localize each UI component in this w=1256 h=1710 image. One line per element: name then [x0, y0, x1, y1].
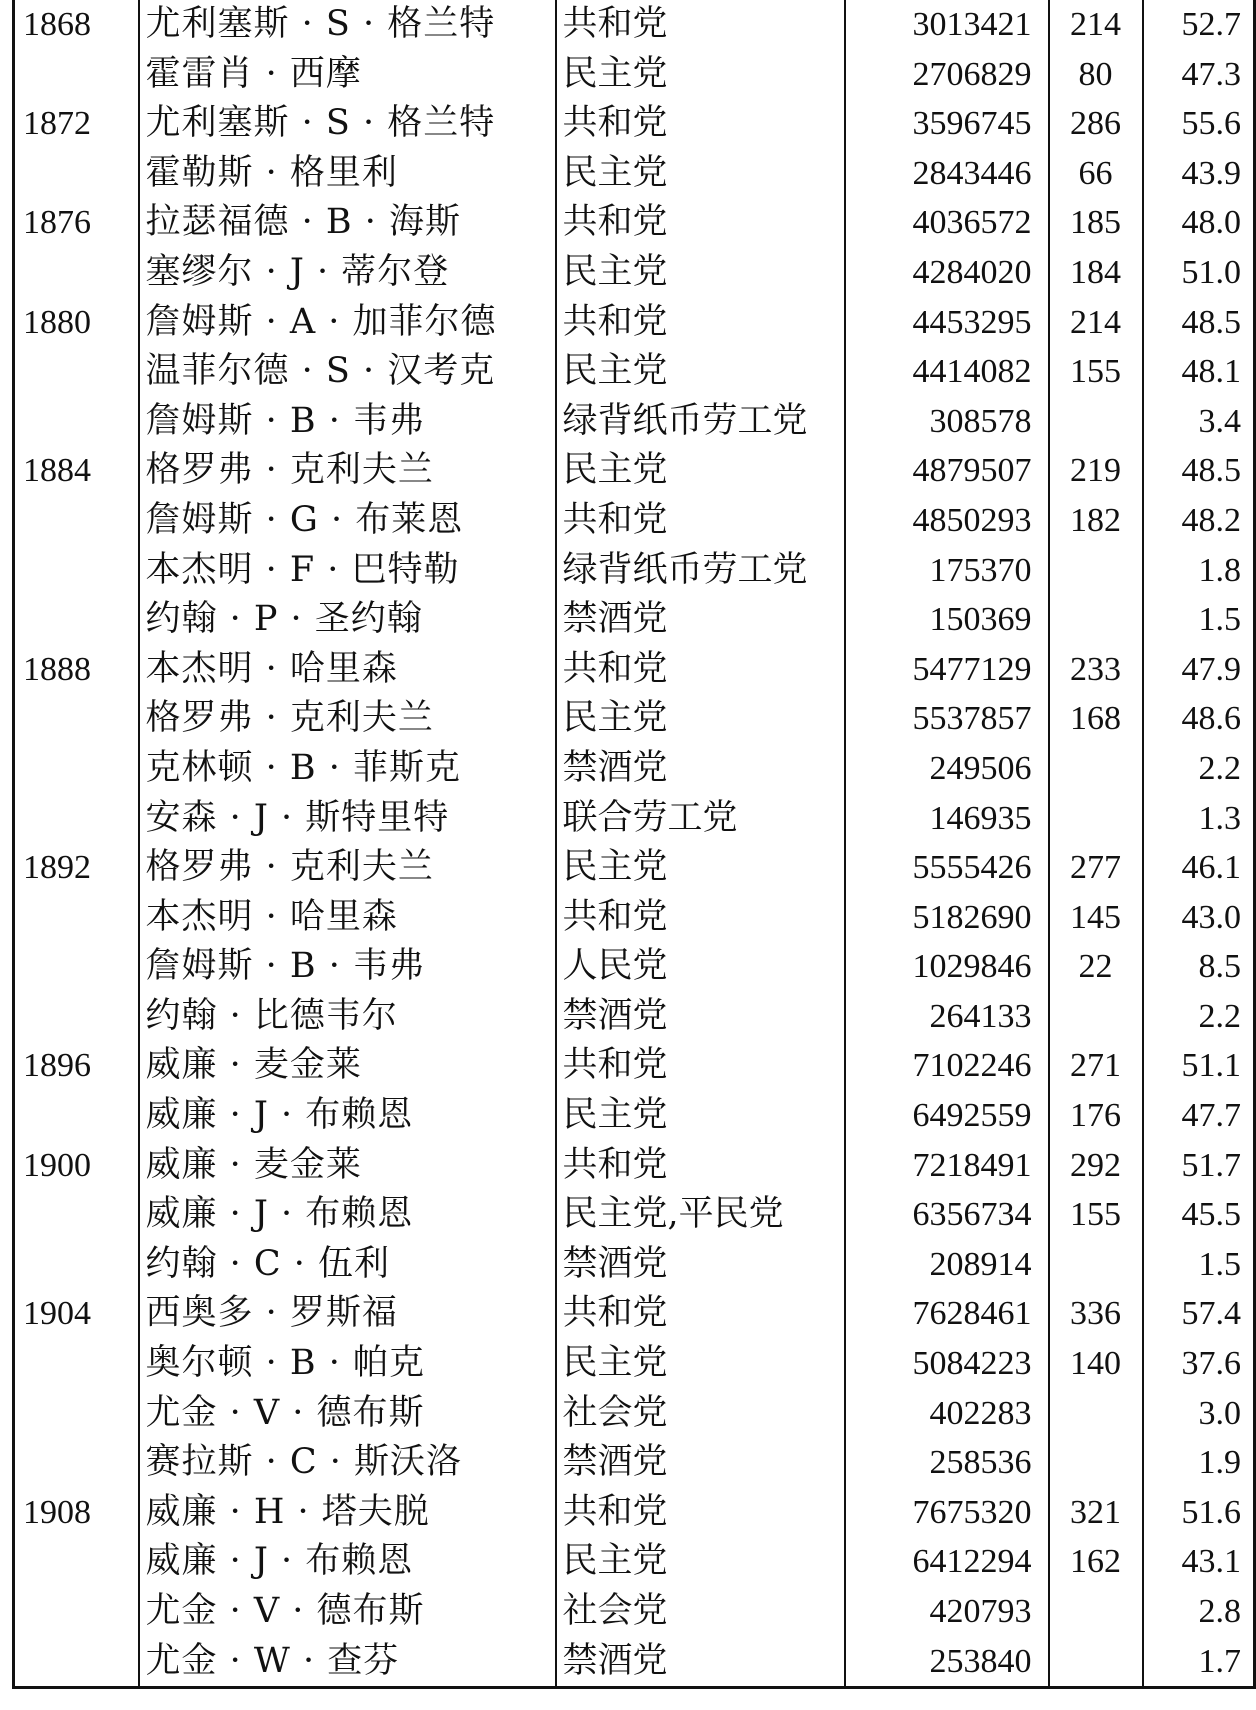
table-row [14, 1389, 1255, 1439]
party-cell: 禁酒党 [556, 595, 845, 645]
percent-cell: 2.2 [1143, 744, 1255, 794]
year-cell [14, 1587, 139, 1637]
year-cell [14, 893, 139, 943]
percent-cell: 51.1 [1143, 1041, 1255, 1091]
table-row [14, 794, 1255, 844]
popular-vote-cell: 7102246 [845, 1041, 1049, 1091]
candidate-cell: 西奥多 · 罗斯福 [139, 1289, 556, 1339]
year-cell [14, 347, 139, 397]
percent-cell: 48.5 [1143, 298, 1255, 348]
table-row [14, 843, 1255, 893]
table-row [14, 942, 1255, 992]
electoral-vote-cell [1049, 1240, 1143, 1290]
percent-cell: 1.5 [1143, 1240, 1255, 1290]
electoral-vote-cell [1049, 397, 1143, 447]
table-row [14, 1240, 1255, 1290]
party-cell: 禁酒党 [556, 744, 845, 794]
table-row [14, 1091, 1255, 1141]
table-row [14, 1438, 1255, 1488]
popular-vote-cell: 5477129 [845, 645, 1049, 695]
candidate-cell: 本杰明 · F · 巴特勒 [139, 546, 556, 596]
electoral-vote-cell: 176 [1049, 1091, 1143, 1141]
party-cell: 共和党 [556, 0, 845, 50]
year-cell: 1868 [14, 0, 139, 50]
candidate-cell: 威廉 · 麦金莱 [139, 1141, 556, 1191]
election-results-table [12, 0, 1256, 1689]
table-row [14, 1488, 1255, 1538]
party-cell: 民主党 [556, 1339, 845, 1389]
percent-cell: 51.0 [1143, 248, 1255, 298]
party-cell: 联合劳工党 [556, 794, 845, 844]
year-cell: 1896 [14, 1041, 139, 1091]
party-cell: 共和党 [556, 1041, 845, 1091]
table-row [14, 50, 1255, 100]
year-cell [14, 1537, 139, 1587]
electoral-vote-cell [1049, 1637, 1143, 1688]
popular-vote-cell: 146935 [845, 794, 1049, 844]
percent-cell: 1.9 [1143, 1438, 1255, 1488]
table-row [14, 645, 1255, 695]
table-body [14, 0, 1255, 1688]
candidate-cell: 格罗弗 · 克利夫兰 [139, 843, 556, 893]
electoral-vote-cell: 162 [1049, 1537, 1143, 1587]
candidate-cell: 拉瑟福德 · B · 海斯 [139, 198, 556, 248]
percent-cell: 1.5 [1143, 595, 1255, 645]
electoral-vote-cell: 140 [1049, 1339, 1143, 1389]
table-row [14, 248, 1255, 298]
electoral-vote-cell: 184 [1049, 248, 1143, 298]
percent-cell: 45.5 [1143, 1190, 1255, 1240]
electoral-vote-cell [1049, 1389, 1143, 1439]
electoral-vote-cell: 292 [1049, 1141, 1143, 1191]
party-cell: 民主党 [556, 248, 845, 298]
candidate-cell: 詹姆斯 · A · 加菲尔德 [139, 298, 556, 348]
electoral-vote-cell: 80 [1049, 50, 1143, 100]
party-cell: 绿背纸币劳工党 [556, 546, 845, 596]
percent-cell: 1.3 [1143, 794, 1255, 844]
popular-vote-cell: 3013421 [845, 0, 1049, 50]
popular-vote-cell: 208914 [845, 1240, 1049, 1290]
year-cell [14, 1637, 139, 1688]
popular-vote-cell: 6412294 [845, 1537, 1049, 1587]
popular-vote-cell: 4879507 [845, 446, 1049, 496]
popular-vote-cell: 1029846 [845, 942, 1049, 992]
table-row [14, 694, 1255, 744]
electoral-vote-cell [1049, 1438, 1143, 1488]
percent-cell: 43.1 [1143, 1537, 1255, 1587]
candidate-cell: 威廉 · H · 塔夫脱 [139, 1488, 556, 1538]
party-cell: 民主党 [556, 347, 845, 397]
year-cell: 1904 [14, 1289, 139, 1339]
year-cell [14, 50, 139, 100]
party-cell: 社会党 [556, 1587, 845, 1637]
popular-vote-cell: 175370 [845, 546, 1049, 596]
electoral-vote-cell [1049, 992, 1143, 1042]
party-cell: 绿背纸币劳工党 [556, 397, 845, 447]
popular-vote-cell: 253840 [845, 1637, 1049, 1688]
electoral-vote-cell: 155 [1049, 1190, 1143, 1240]
year-cell: 1876 [14, 198, 139, 248]
electoral-vote-cell: 145 [1049, 893, 1143, 943]
percent-cell: 47.9 [1143, 645, 1255, 695]
candidate-cell: 詹姆斯 · B · 韦弗 [139, 942, 556, 992]
table-row [14, 1339, 1255, 1389]
year-cell [14, 149, 139, 199]
year-cell [14, 1438, 139, 1488]
candidate-cell: 尤金 · V · 德布斯 [139, 1587, 556, 1637]
percent-cell: 8.5 [1143, 942, 1255, 992]
candidate-cell: 格罗弗 · 克利夫兰 [139, 694, 556, 744]
percent-cell: 3.4 [1143, 397, 1255, 447]
party-cell: 共和党 [556, 99, 845, 149]
popular-vote-cell: 6492559 [845, 1091, 1049, 1141]
percent-cell: 55.6 [1143, 99, 1255, 149]
electoral-vote-cell: 214 [1049, 0, 1143, 50]
table-row [14, 1141, 1255, 1191]
table-row [14, 893, 1255, 943]
electoral-vote-cell: 277 [1049, 843, 1143, 893]
candidate-cell: 尤金 · V · 德布斯 [139, 1389, 556, 1439]
table-row [14, 744, 1255, 794]
party-cell: 禁酒党 [556, 1438, 845, 1488]
percent-cell: 1.7 [1143, 1637, 1255, 1688]
candidate-cell: 奥尔顿 · B · 帕克 [139, 1339, 556, 1389]
party-cell: 民主党 [556, 843, 845, 893]
percent-cell: 43.9 [1143, 149, 1255, 199]
popular-vote-cell: 258536 [845, 1438, 1049, 1488]
document-page [12, 0, 1241, 1702]
party-cell: 社会党 [556, 1389, 845, 1439]
electoral-vote-cell [1049, 1587, 1143, 1637]
table-row [14, 1587, 1255, 1637]
table-row [14, 298, 1255, 348]
percent-cell: 47.3 [1143, 50, 1255, 100]
popular-vote-cell: 5555426 [845, 843, 1049, 893]
electoral-vote-cell: 182 [1049, 496, 1143, 546]
year-cell [14, 1240, 139, 1290]
year-cell: 1892 [14, 843, 139, 893]
percent-cell: 48.2 [1143, 496, 1255, 546]
year-cell [14, 942, 139, 992]
percent-cell: 48.1 [1143, 347, 1255, 397]
year-cell [14, 496, 139, 546]
party-cell: 民主党 [556, 1537, 845, 1587]
candidate-cell: 约翰 · P · 圣约翰 [139, 595, 556, 645]
popular-vote-cell: 7218491 [845, 1141, 1049, 1191]
table-row [14, 1041, 1255, 1091]
electoral-vote-cell: 219 [1049, 446, 1143, 496]
table-row [14, 198, 1255, 248]
year-cell [14, 992, 139, 1042]
candidate-cell: 格罗弗 · 克利夫兰 [139, 446, 556, 496]
table-row [14, 446, 1255, 496]
popular-vote-cell: 6356734 [845, 1190, 1049, 1240]
year-cell [14, 694, 139, 744]
table-row [14, 149, 1255, 199]
popular-vote-cell: 5537857 [845, 694, 1049, 744]
table-row [14, 1637, 1255, 1688]
popular-vote-cell: 4850293 [845, 496, 1049, 546]
year-cell: 1884 [14, 446, 139, 496]
year-cell [14, 1091, 139, 1141]
year-cell [14, 1190, 139, 1240]
percent-cell: 37.6 [1143, 1339, 1255, 1389]
party-cell: 禁酒党 [556, 1240, 845, 1290]
party-cell: 民主党 [556, 446, 845, 496]
candidate-cell: 詹姆斯 · G · 布莱恩 [139, 496, 556, 546]
electoral-vote-cell: 155 [1049, 347, 1143, 397]
year-cell [14, 546, 139, 596]
candidate-cell: 威廉 · J · 布赖恩 [139, 1091, 556, 1141]
party-cell: 民主党,平民党 [556, 1190, 845, 1240]
year-cell [14, 248, 139, 298]
year-cell [14, 744, 139, 794]
year-cell [14, 1389, 139, 1439]
popular-vote-cell: 4414082 [845, 347, 1049, 397]
popular-vote-cell: 4453295 [845, 298, 1049, 348]
party-cell: 共和党 [556, 645, 845, 695]
candidate-cell: 尤金 · W · 查芬 [139, 1637, 556, 1688]
candidate-cell: 约翰 · 比德韦尔 [139, 992, 556, 1042]
candidate-cell: 威廉 · 麦金莱 [139, 1041, 556, 1091]
year-cell [14, 397, 139, 447]
year-cell [14, 794, 139, 844]
electoral-vote-cell: 168 [1049, 694, 1143, 744]
electoral-vote-cell: 66 [1049, 149, 1143, 199]
candidate-cell: 威廉 · J · 布赖恩 [139, 1537, 556, 1587]
table-row [14, 546, 1255, 596]
table-row [14, 1537, 1255, 1587]
popular-vote-cell: 4284020 [845, 248, 1049, 298]
electoral-vote-cell [1049, 744, 1143, 794]
year-cell: 1872 [14, 99, 139, 149]
year-cell [14, 1339, 139, 1389]
candidate-cell: 本杰明 · 哈里森 [139, 645, 556, 695]
popular-vote-cell: 420793 [845, 1587, 1049, 1637]
table-row [14, 347, 1255, 397]
percent-cell: 57.4 [1143, 1289, 1255, 1339]
electoral-vote-cell: 185 [1049, 198, 1143, 248]
percent-cell: 46.1 [1143, 843, 1255, 893]
party-cell: 民主党 [556, 694, 845, 744]
electoral-vote-cell [1049, 794, 1143, 844]
table-row [14, 1289, 1255, 1339]
popular-vote-cell: 264133 [845, 992, 1049, 1042]
electoral-vote-cell: 286 [1049, 99, 1143, 149]
candidate-cell: 威廉 · J · 布赖恩 [139, 1190, 556, 1240]
popular-vote-cell: 7675320 [845, 1488, 1049, 1538]
party-cell: 人民党 [556, 942, 845, 992]
percent-cell: 51.7 [1143, 1141, 1255, 1191]
percent-cell: 2.2 [1143, 992, 1255, 1042]
table-row [14, 397, 1255, 447]
table-row [14, 496, 1255, 546]
year-cell: 1900 [14, 1141, 139, 1191]
party-cell: 共和党 [556, 198, 845, 248]
popular-vote-cell: 402283 [845, 1389, 1049, 1439]
table-row [14, 992, 1255, 1042]
party-cell: 共和党 [556, 1141, 845, 1191]
candidate-cell: 本杰明 · 哈里森 [139, 893, 556, 943]
percent-cell: 3.0 [1143, 1389, 1255, 1439]
party-cell: 共和党 [556, 496, 845, 546]
electoral-vote-cell: 271 [1049, 1041, 1143, 1091]
electoral-vote-cell: 321 [1049, 1488, 1143, 1538]
popular-vote-cell: 5084223 [845, 1339, 1049, 1389]
percent-cell: 43.0 [1143, 893, 1255, 943]
party-cell: 民主党 [556, 1091, 845, 1141]
candidate-cell: 塞缪尔 · J · 蒂尔登 [139, 248, 556, 298]
percent-cell: 47.7 [1143, 1091, 1255, 1141]
table-row [14, 99, 1255, 149]
party-cell: 共和党 [556, 1289, 845, 1339]
candidate-cell: 安森 · J · 斯特里特 [139, 794, 556, 844]
candidate-cell: 尤利塞斯 · S · 格兰特 [139, 0, 556, 50]
electoral-vote-cell: 233 [1049, 645, 1143, 695]
party-cell: 共和党 [556, 893, 845, 943]
percent-cell: 51.6 [1143, 1488, 1255, 1538]
party-cell: 民主党 [556, 149, 845, 199]
candidate-cell: 霍勒斯 · 格里利 [139, 149, 556, 199]
percent-cell: 52.7 [1143, 0, 1255, 50]
year-cell [14, 595, 139, 645]
electoral-vote-cell [1049, 595, 1143, 645]
year-cell: 1880 [14, 298, 139, 348]
percent-cell: 48.0 [1143, 198, 1255, 248]
electoral-vote-cell: 336 [1049, 1289, 1143, 1339]
popular-vote-cell: 3596745 [845, 99, 1049, 149]
party-cell: 民主党 [556, 50, 845, 100]
candidate-cell: 赛拉斯 · C · 斯沃洛 [139, 1438, 556, 1488]
popular-vote-cell: 308578 [845, 397, 1049, 447]
candidate-cell: 霍雷肖 · 西摩 [139, 50, 556, 100]
electoral-vote-cell: 22 [1049, 942, 1143, 992]
popular-vote-cell: 249506 [845, 744, 1049, 794]
electoral-vote-cell: 214 [1049, 298, 1143, 348]
party-cell: 共和党 [556, 298, 845, 348]
percent-cell: 2.8 [1143, 1587, 1255, 1637]
electoral-vote-cell [1049, 546, 1143, 596]
popular-vote-cell: 150369 [845, 595, 1049, 645]
candidate-cell: 克林顿 · B · 菲斯克 [139, 744, 556, 794]
percent-cell: 48.5 [1143, 446, 1255, 496]
popular-vote-cell: 2843446 [845, 149, 1049, 199]
table-row [14, 0, 1255, 50]
percent-cell: 1.8 [1143, 546, 1255, 596]
popular-vote-cell: 7628461 [845, 1289, 1049, 1339]
party-cell: 禁酒党 [556, 992, 845, 1042]
table-row [14, 595, 1255, 645]
year-cell: 1908 [14, 1488, 139, 1538]
popular-vote-cell: 4036572 [845, 198, 1049, 248]
party-cell: 禁酒党 [556, 1637, 845, 1688]
candidate-cell: 詹姆斯 · B · 韦弗 [139, 397, 556, 447]
candidate-cell: 温菲尔德 · S · 汉考克 [139, 347, 556, 397]
year-cell: 1888 [14, 645, 139, 695]
candidate-cell: 尤利塞斯 · S · 格兰特 [139, 99, 556, 149]
candidate-cell: 约翰 · C · 伍利 [139, 1240, 556, 1290]
popular-vote-cell: 5182690 [845, 893, 1049, 943]
table-row [14, 1190, 1255, 1240]
popular-vote-cell: 2706829 [845, 50, 1049, 100]
percent-cell: 48.6 [1143, 694, 1255, 744]
party-cell: 共和党 [556, 1488, 845, 1538]
